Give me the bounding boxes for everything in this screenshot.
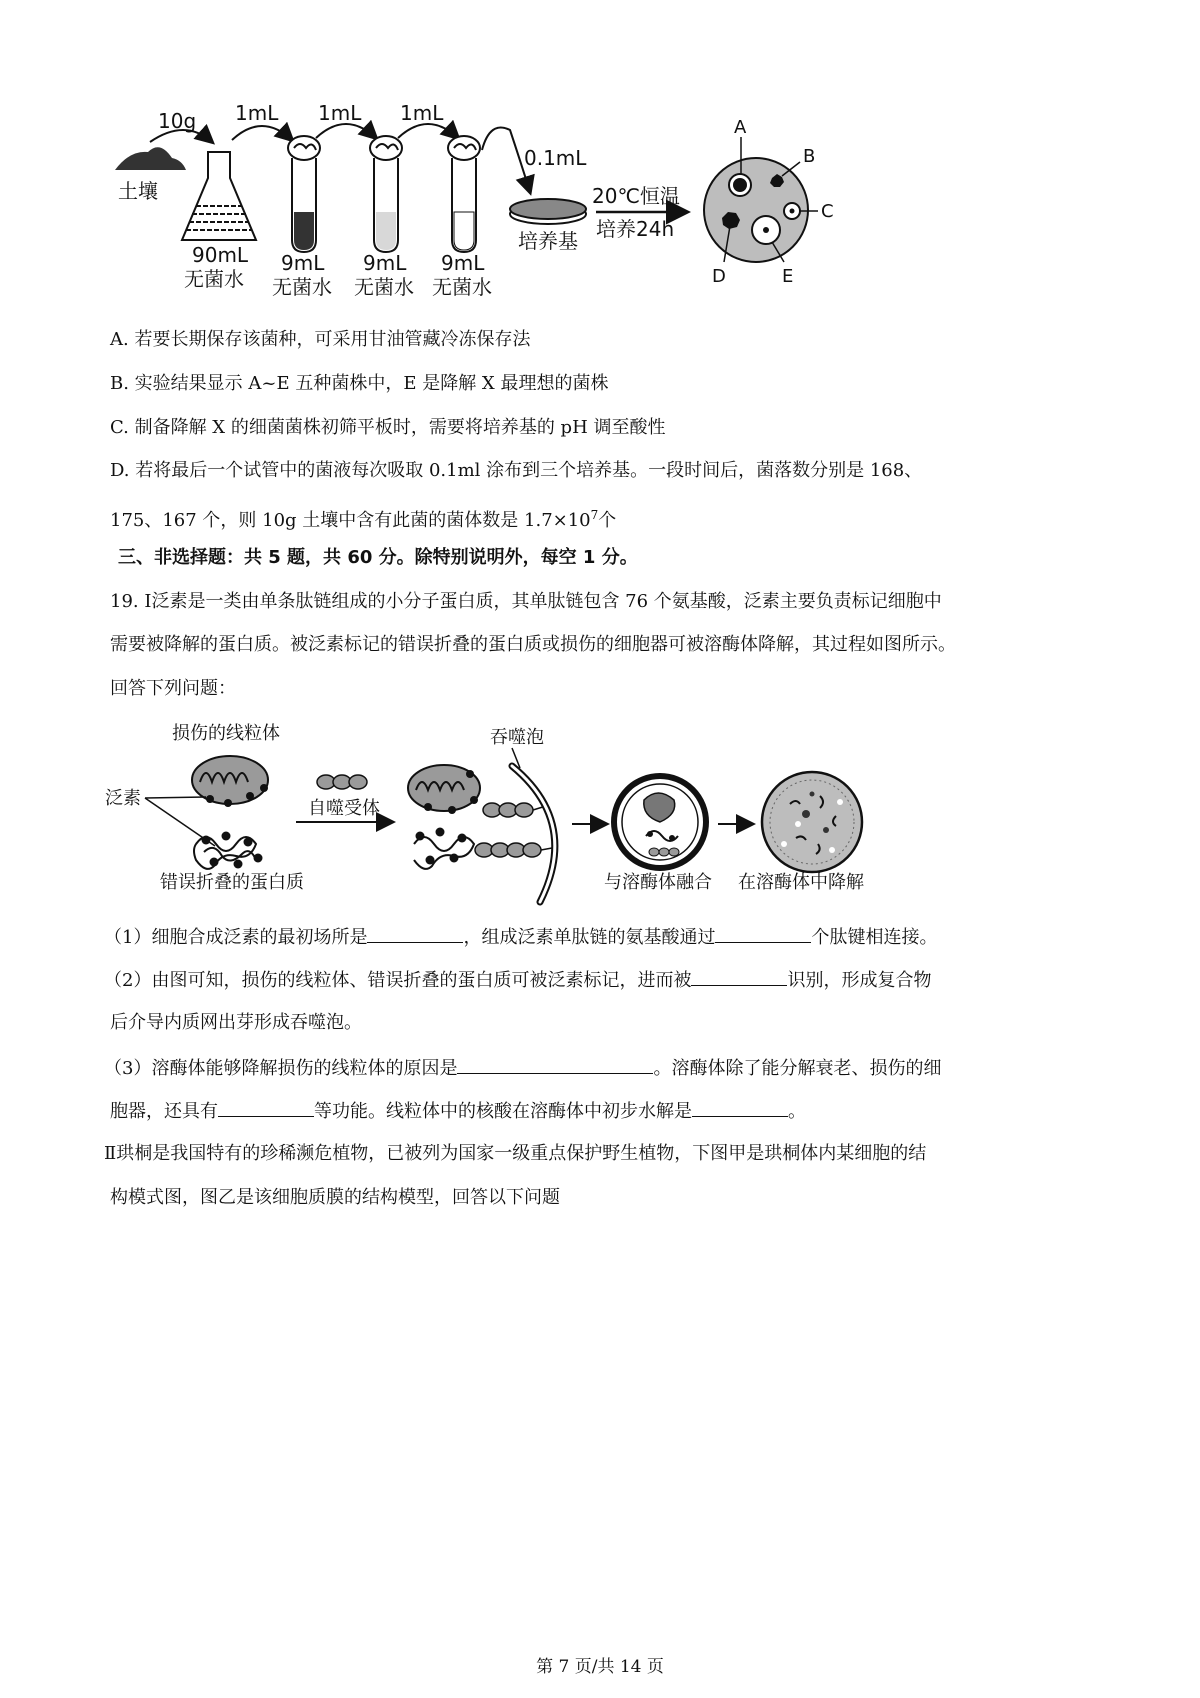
sub2-line2: 后介导内质网出芽形成吞噬泡。 [110, 1012, 362, 1033]
page-number: 第 7 页/共 14 页 [536, 1657, 664, 1677]
option-d-line1: D. 若将最后一个试管中的菌液每次吸取 0.1ml 涂布到三个培养基。一段时间后，菌落数分别是 168、 [110, 460, 923, 481]
misfolded-protein-icon [194, 832, 263, 869]
damaged-mito-label: 损伤的线粒体 [172, 723, 280, 744]
option-d-line2-text: 175、167 个，则 10g 土壤中含有此菌的菌体数是 1.7×10 [110, 510, 591, 531]
option-d-line2 [110, 503, 616, 533]
answer-blank-1[interactable] [367, 924, 463, 943]
damaged-mitochondrion-icon [192, 756, 268, 807]
lysosome-degradation-icon [762, 772, 862, 872]
answer-blank-4[interactable] [457, 1055, 653, 1074]
q19-line1: 19. Ⅰ泛素是一类由单条肽链组成的小分子蛋白质，其单肽链包含 76 个氨基酸，泛素主要负责标记细胞中 [110, 591, 942, 612]
tagged-protein-icon [414, 828, 474, 869]
sub3-text-a: （3）溶酶体能够降解损伤的线粒体的原因是 [104, 1058, 458, 1079]
tagged-mitochondrion-icon [408, 765, 480, 814]
sub2-line1 [104, 967, 931, 993]
answer-blank-6[interactable] [692, 1098, 788, 1117]
sub3-line1 [104, 1055, 941, 1081]
sub3-text-b: 。溶酶体除了能分解衰老、损伤的细 [653, 1058, 942, 1079]
incubation-time: 培养24h [596, 217, 675, 241]
option-d-exponent: 7 [590, 508, 599, 522]
sub2-text-b: 识别，形成复合物 [787, 970, 932, 991]
tube1-volume: 9mL [281, 251, 325, 275]
label-e: E [782, 266, 794, 287]
amount-1ml-c: 1mL [400, 101, 444, 125]
petri-dish-icon [510, 199, 586, 224]
soil-label: 土壤 [118, 179, 158, 203]
flask-icon [182, 152, 256, 240]
tube3-water: 无菌水 [432, 275, 492, 299]
flask-volume: 90mL [192, 243, 249, 267]
receptor-chain-upper-icon [483, 803, 546, 817]
phagophore-label: 吞噬泡 [490, 727, 544, 748]
label-b: B [803, 146, 816, 167]
option-b: B. 实验结果显示 A~E 五种菌株中，E 是降解 X 最理想的菌株 [110, 373, 609, 394]
incubation-temp: 20℃恒温 [592, 184, 680, 208]
flask-water: 无菌水 [184, 267, 244, 291]
autophagosome-icon [614, 776, 706, 868]
section-heading: 三、非选择题：共 5 题，共 60 分。除特别说明外，每空 1 分。 [118, 547, 638, 568]
autophagy-receptor-label: 自噬受体 [308, 798, 380, 819]
test-tube-3-icon [448, 136, 480, 252]
soil-pile-icon [115, 147, 186, 170]
degrade-label: 在溶酶体中降解 [738, 872, 864, 893]
autophagy-receptor-icon [317, 775, 367, 789]
answer-blank-5[interactable] [218, 1098, 314, 1117]
amount-10g: 10g [158, 109, 197, 133]
amount-1ml-b: 1mL [318, 101, 362, 125]
tube2-volume: 9mL [363, 251, 407, 275]
label-a: A [734, 117, 747, 138]
tube3-volume: 9mL [441, 251, 485, 275]
misfolded-label: 错误折叠的蛋白质 [160, 872, 304, 893]
option-a: A. 若要长期保存该菌种，可采用甘油管藏冷冻保存法 [110, 329, 531, 350]
ubiquitin-label: 泛素 [105, 788, 141, 809]
dilution-plating-diagram [0, 0, 1200, 320]
test-tube-2-icon [370, 136, 402, 252]
tube1-water: 无菌水 [272, 275, 332, 299]
amount-1ml-a: 1mL [235, 101, 279, 125]
receptor-chain-lower-icon [475, 843, 552, 857]
sub1-text-a: （1）细胞合成泛素的最初场所是 [104, 927, 368, 948]
q19-line2: 需要被降解的蛋白质。被泛素标记的错误折叠的蛋白质或损伤的细胞器可被溶酶体降解，其过程如图所示。 [110, 634, 956, 655]
tube2-water: 无菌水 [354, 275, 414, 299]
ubiquitin-autophagy-diagram [0, 712, 1200, 912]
option-c: C. 制备降解 X 的细菌菌株初筛平板时，需要将培养基的 pH 调至酸性 [110, 417, 666, 438]
sub3-text-c: 胞器，还具有 [110, 1101, 218, 1122]
label-c: C [821, 201, 834, 222]
q19-line3: 回答下列问题： [110, 678, 236, 699]
part2-line1: Ⅱ珙桐是我国特有的珍稀濒危植物，已被列为国家一级重点保护野生植物，下图甲是珙桐体内某细胞的结 [104, 1143, 927, 1164]
sub1-text-c: 个肽键相连接。 [811, 927, 938, 948]
sub2-text-a: （2）由图可知，损伤的线粒体、错误折叠的蛋白质可被泛素标记，进而被 [104, 970, 692, 991]
answer-blank-2[interactable] [715, 924, 811, 943]
answer-blank-3[interactable] [691, 967, 787, 986]
sub1 [104, 924, 937, 950]
phagophore-membrane-icon [512, 766, 555, 902]
label-d: D [712, 266, 726, 287]
result-plate [704, 158, 808, 262]
amount-01ml: 0.1mL [524, 146, 587, 170]
medium-label: 培养基 [518, 229, 578, 253]
option-d-unit: 个 [598, 510, 617, 531]
fusion-label: 与溶酶体融合 [604, 872, 712, 893]
sub3-text-e: 。 [788, 1101, 806, 1122]
part2-line2: 构模式图，图乙是该细胞质膜的结构模型，回答以下问题 [110, 1187, 560, 1208]
sub3-text-d: 等功能。线粒体中的核酸在溶酶体中初步水解是 [314, 1101, 692, 1122]
test-tube-1-icon [288, 136, 320, 252]
sub3-line2 [110, 1098, 806, 1124]
sub1-text-b: ，组成泛素单肽链的氨基酸通过 [463, 927, 716, 948]
